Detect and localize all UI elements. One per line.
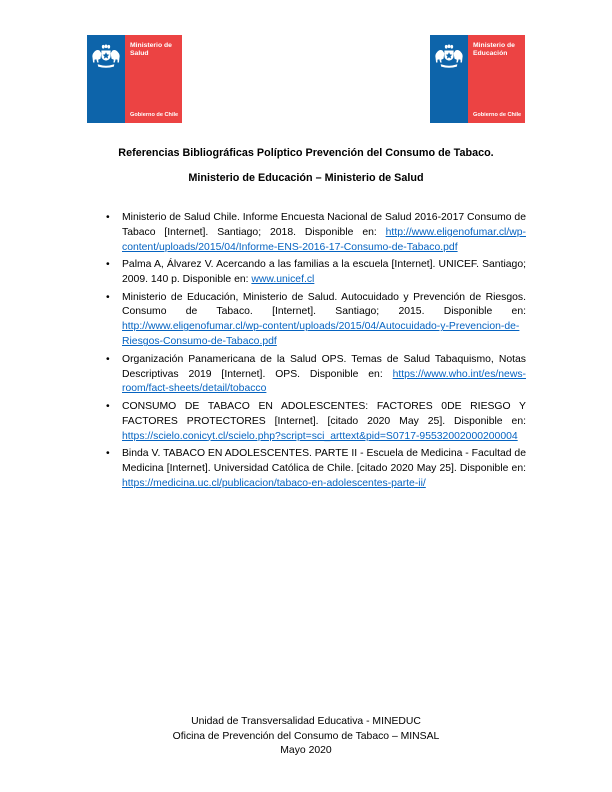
reference-text: Binda V. TABACO EN ADOLESCENTES. PARTE II - Escuela de Medicina - Facultad de Medicina [Internet]. Universidad Católica de Chile. [citado 2020 May 25]. Disponible en: [122, 448, 526, 474]
government-label: Gobierno de Chile [473, 112, 522, 118]
document-title: Referencias Bibliográficas Políptico Prevención del Consumo de Tabaco. [118, 147, 494, 159]
reference-link[interactable]: www.unicef.cl [251, 274, 315, 286]
mineduc-logo-text [468, 35, 525, 123]
references-list [105, 211, 526, 494]
ministry-label: Ministerio de Educación [473, 42, 515, 58]
footer-office-line: Oficina de Prevención del Consumo de Tabaco – MINSAL [172, 730, 440, 742]
reference-item [105, 400, 526, 445]
reference-text: Palma A, Álvarez V. Acercando a las familias a la escuela [Internet]. UNICEF. Santiago; 2009. 140 p. Disponible en: [122, 259, 526, 286]
footer-unit-line: Unidad de Transversalidad Educativa - MINEDUC [191, 716, 421, 727]
chile-coat-of-arms-icon [430, 35, 468, 123]
reference-item [105, 291, 526, 351]
minsal-logo-text [125, 35, 182, 123]
reference-item [105, 447, 526, 492]
reference-item [105, 211, 526, 256]
footer-date-line: Mayo 2020 [280, 745, 332, 757]
minsal-logo [87, 35, 182, 123]
chile-coat-of-arms-icon [87, 35, 125, 123]
reference-item [105, 353, 526, 398]
reference-text: CONSUMO DE TABACO EN ADOLESCENTES: FACTORES 0DE RIESGO Y FACTORES PROTECTORES [Internet]. [citado 2020 May 25]. Disponible en: [122, 400, 526, 427]
reference-item [105, 258, 526, 288]
reference-text: Ministerio de Educación, Ministerio de Salud. Autocuidado y Prevención de Riesgos. Consumo de Tabaco. [Internet]. Santiago; 2015. Disponible en: [122, 291, 526, 318]
reference-text: Organización Panamericana de la Salud OPS. Temas de Salud Tabaquismo, Notas Descriptivas 2019 [Internet]. OPS. Disponible en: [122, 353, 526, 380]
reference-link[interactable]: https://medicina.uc.cl/publicacion/tabaco-en-adolescentes-parte-ii/ [122, 477, 426, 489]
document-subtitle: Ministerio de Educación – Ministerio de Salud [188, 172, 424, 184]
reference-link[interactable]: https://scielo.conicyt.cl/scielo.php?script=sci_arttext&pid=S0717-95532002000200004 [122, 430, 518, 442]
government-label: Gobierno de Chile [130, 112, 179, 118]
reference-text: Ministerio de Salud Chile. Informe Encuesta Nacional de Salud 2016-2017 Consumo de Tabaco [Internet]. Santiago; 2018. Disponible en: [122, 212, 526, 238]
reference-link[interactable]: https://www.who.int/es/news-room/fact-sheets/detail/tobacco [122, 368, 526, 395]
reference-link[interactable]: http://www.eligenofumar.cl/wp-content/uploads/2015/04/Autocuidado-y-Prevencion-de-Riesgos-Consumo-de-Tabaco.pdf [122, 321, 520, 348]
document-footer [0, 715, 612, 759]
mineduc-logo [430, 35, 525, 123]
ministry-label: Ministerio de Salud [130, 42, 172, 58]
reference-link[interactable]: http://www.eligenofumar.cl/wp-content/uploads/2015/04/Informe-ENS-2016-17-Consumo-de-Tabaco.pdf [122, 226, 526, 253]
